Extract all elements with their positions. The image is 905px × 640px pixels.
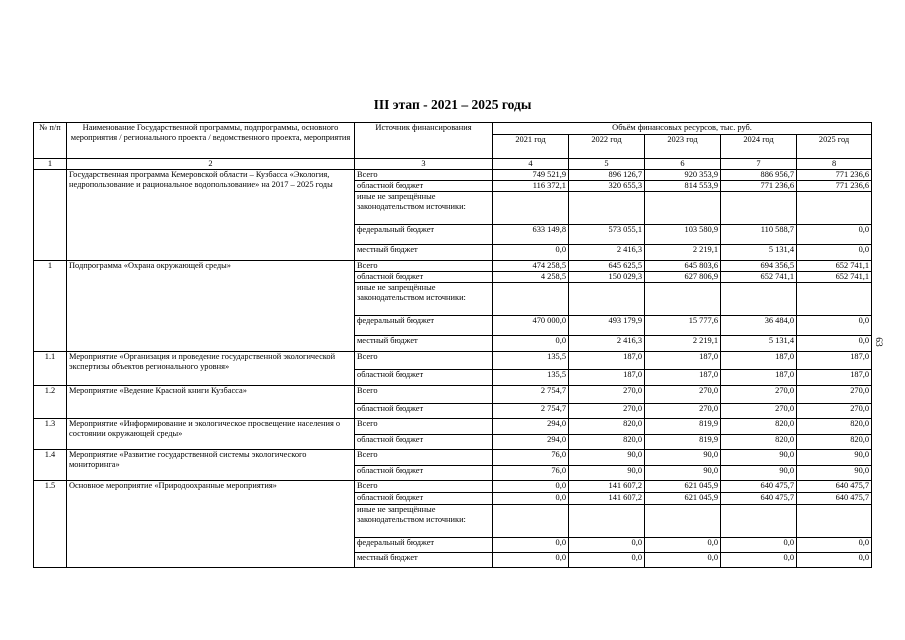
amount-cell: 771 236,6 — [797, 181, 872, 192]
header-year: 2021 год — [493, 135, 569, 159]
amount-cell — [493, 192, 569, 225]
amount-cell: 187,0 — [645, 352, 721, 370]
amount-cell: 493 179,9 — [569, 316, 645, 336]
amount-cell: 819,9 — [645, 419, 721, 435]
amount-cell: 2 416,3 — [569, 245, 645, 261]
amount-cell: 2 219,1 — [645, 245, 721, 261]
program-name: Основное мероприятие «Природоохранные мероприятия» — [67, 481, 355, 568]
amount-cell: 652 741,1 — [797, 272, 872, 283]
amount-cell: 90,0 — [569, 450, 645, 466]
amount-cell: 573 055,1 — [569, 225, 645, 245]
amount-cell: 819,9 — [645, 435, 721, 450]
amount-cell: 640 475,7 — [797, 481, 872, 493]
amount-cell: 187,0 — [569, 352, 645, 370]
amount-cell: 270,0 — [645, 386, 721, 404]
amount-cell — [721, 192, 797, 225]
amount-cell: 820,0 — [721, 435, 797, 450]
amount-cell: 920 353,9 — [645, 170, 721, 181]
funding-source: областной бюджет — [355, 435, 493, 450]
amount-cell: 627 806,9 — [645, 272, 721, 283]
amount-cell: 103 580,9 — [645, 225, 721, 245]
amount-cell — [797, 505, 872, 538]
table-body — [34, 170, 872, 568]
amount-cell — [645, 192, 721, 225]
amount-cell: 90,0 — [569, 466, 645, 481]
amount-cell: 470 000,0 — [493, 316, 569, 336]
amount-cell: 187,0 — [721, 352, 797, 370]
amount-cell: 0,0 — [797, 316, 872, 336]
funding-source: областной бюджет — [355, 370, 493, 386]
funding-source: местный бюджет — [355, 336, 493, 352]
amount-cell: 474 258,5 — [493, 261, 569, 272]
amount-cell: 0,0 — [569, 538, 645, 553]
funding-source: областной бюджет — [355, 466, 493, 481]
col-number: 1 — [34, 159, 67, 170]
amount-cell: 621 045,9 — [645, 481, 721, 493]
table-row — [34, 352, 872, 370]
amount-cell: 90,0 — [797, 450, 872, 466]
amount-cell: 814 553,9 — [645, 181, 721, 192]
amount-cell: 90,0 — [721, 450, 797, 466]
funding-source: иные не запрещённые законодательством источники: — [355, 505, 493, 538]
amount-cell — [569, 505, 645, 538]
amount-cell: 749 521,9 — [493, 170, 569, 181]
amount-cell: 36 484,0 — [721, 316, 797, 336]
col-number: 4 — [493, 159, 569, 170]
program-name: Мероприятие «Ведение Красной книги Кузбасса» — [67, 386, 355, 419]
amount-cell — [493, 505, 569, 538]
amount-cell: 652 741,1 — [797, 261, 872, 272]
table-row — [34, 170, 872, 181]
amount-cell: 694 356,5 — [721, 261, 797, 272]
amount-cell: 0,0 — [493, 245, 569, 261]
amount-cell: 820,0 — [569, 419, 645, 435]
amount-cell: 645 803,6 — [645, 261, 721, 272]
amount-cell: 652 741,1 — [721, 272, 797, 283]
funding-source: областной бюджет — [355, 181, 493, 192]
col-number: 8 — [797, 159, 872, 170]
amount-cell: 320 655,3 — [569, 181, 645, 192]
amount-cell: 141 607,2 — [569, 493, 645, 505]
header-source: Источник финансирования — [355, 123, 493, 159]
amount-cell: 896 126,7 — [569, 170, 645, 181]
amount-cell — [569, 283, 645, 316]
funding-source: местный бюджет — [355, 245, 493, 261]
funding-source: Всего — [355, 261, 493, 272]
header-volume: Объём финансовых ресурсов, тыс. руб. — [493, 123, 872, 135]
amount-cell — [721, 505, 797, 538]
amount-cell: 0,0 — [493, 481, 569, 493]
amount-cell: 187,0 — [797, 370, 872, 386]
amount-cell: 621 045,9 — [645, 493, 721, 505]
amount-cell: 76,0 — [493, 450, 569, 466]
col-number: 7 — [721, 159, 797, 170]
program-name: Мероприятие «Информирование и экологическое просвещение населения о состоянии окружающей среды» — [67, 419, 355, 450]
amount-cell: 270,0 — [797, 404, 872, 419]
amount-cell: 141 607,2 — [569, 481, 645, 493]
amount-cell: 886 956,7 — [721, 170, 797, 181]
amount-cell: 4 258,5 — [493, 272, 569, 283]
funding-source: областной бюджет — [355, 272, 493, 283]
amount-cell: 270,0 — [569, 404, 645, 419]
amount-cell — [645, 505, 721, 538]
amount-cell: 820,0 — [797, 419, 872, 435]
funding-source: местный бюджет — [355, 553, 493, 568]
amount-cell: 116 372,1 — [493, 181, 569, 192]
amount-cell: 15 777,6 — [645, 316, 721, 336]
amount-cell — [721, 283, 797, 316]
amount-cell: 640 475,7 — [797, 493, 872, 505]
program-name: Подпрограмма «Охрана окружающей среды» — [67, 261, 355, 352]
amount-cell: 0,0 — [645, 538, 721, 553]
amount-cell: 270,0 — [721, 386, 797, 404]
amount-cell: 90,0 — [645, 450, 721, 466]
amount-cell: 187,0 — [721, 370, 797, 386]
funding-source: областной бюджет — [355, 493, 493, 505]
amount-cell: 0,0 — [797, 245, 872, 261]
funding-source: Всего — [355, 386, 493, 404]
amount-cell: 90,0 — [645, 466, 721, 481]
amount-cell: 0,0 — [797, 225, 872, 245]
amount-cell: 0,0 — [569, 553, 645, 568]
funding-table — [33, 122, 872, 568]
amount-cell: 270,0 — [797, 386, 872, 404]
amount-cell: 820,0 — [721, 419, 797, 435]
row-number: 1.4 — [34, 450, 67, 481]
funding-source: федеральный бюджет — [355, 225, 493, 245]
amount-cell: 294,0 — [493, 419, 569, 435]
amount-cell: 0,0 — [645, 553, 721, 568]
amount-cell: 187,0 — [797, 352, 872, 370]
amount-cell: 187,0 — [569, 370, 645, 386]
header-num: № п/п — [34, 123, 67, 159]
amount-cell: 820,0 — [797, 435, 872, 450]
col-number: 5 — [569, 159, 645, 170]
amount-cell: 771 236,6 — [721, 181, 797, 192]
amount-cell: 135,5 — [493, 352, 569, 370]
funding-source: иные не запрещённые законодательством источники: — [355, 192, 493, 225]
row-number: 1.5 — [34, 481, 67, 568]
col-number: 6 — [645, 159, 721, 170]
program-name: Мероприятие «Развитие государственной системы экологического мониторинга» — [67, 450, 355, 481]
program-name: Мероприятие «Организация и проведение государственной экологической экспертизы объектов регионального уровня» — [67, 352, 355, 386]
table-row — [34, 481, 872, 493]
amount-cell: 2 754,7 — [493, 404, 569, 419]
row-number: 1.3 — [34, 419, 67, 450]
amount-cell: 640 475,7 — [721, 481, 797, 493]
amount-cell: 90,0 — [721, 466, 797, 481]
table-row — [34, 419, 872, 435]
amount-cell: 633 149,8 — [493, 225, 569, 245]
funding-source: федеральный бюджет — [355, 316, 493, 336]
amount-cell: 0,0 — [797, 336, 872, 352]
col-number: 3 — [355, 159, 493, 170]
amount-cell: 0,0 — [721, 553, 797, 568]
amount-cell: 5 131,4 — [721, 336, 797, 352]
header-year: 2025 год — [797, 135, 872, 159]
amount-cell: 135,5 — [493, 370, 569, 386]
amount-cell: 90,0 — [797, 466, 872, 481]
amount-cell: 0,0 — [493, 553, 569, 568]
funding-source: Всего — [355, 450, 493, 466]
amount-cell: 645 625,5 — [569, 261, 645, 272]
amount-cell: 0,0 — [721, 538, 797, 553]
row-number: 1 — [34, 261, 67, 352]
amount-cell — [569, 192, 645, 225]
amount-cell: 0,0 — [493, 493, 569, 505]
col-number: 2 — [67, 159, 355, 170]
table-row — [34, 261, 872, 272]
page-title: III этап - 2021 – 2025 годы — [373, 97, 532, 112]
header-name: Наименование Государственной программы, подпрограммы, основного мероприятия / регионального проекта / ведомственного проекта, мероприятия — [67, 123, 355, 159]
header-year: 2022 год — [569, 135, 645, 159]
amount-cell: 150 029,3 — [569, 272, 645, 283]
amount-cell: 771 236,6 — [797, 170, 872, 181]
amount-cell: 0,0 — [493, 538, 569, 553]
amount-cell: 2 416,3 — [569, 336, 645, 352]
amount-cell: 294,0 — [493, 435, 569, 450]
amount-cell: 5 131,4 — [721, 245, 797, 261]
amount-cell: 2 754,7 — [493, 386, 569, 404]
amount-cell: 0,0 — [797, 538, 872, 553]
funding-source: Всего — [355, 170, 493, 181]
amount-cell: 187,0 — [645, 370, 721, 386]
funding-source: иные не запрещённые законодательством источники: — [355, 283, 493, 316]
amount-cell: 270,0 — [569, 386, 645, 404]
table-row — [34, 450, 872, 466]
funding-source: федеральный бюджет — [355, 538, 493, 553]
amount-cell: 270,0 — [721, 404, 797, 419]
amount-cell: 640 475,7 — [721, 493, 797, 505]
amount-cell: 2 219,1 — [645, 336, 721, 352]
funding-source: областной бюджет — [355, 404, 493, 419]
funding-source: Всего — [355, 481, 493, 493]
row-number: 1.2 — [34, 386, 67, 419]
funding-source: Всего — [355, 419, 493, 435]
row-number: 1.1 — [34, 352, 67, 386]
amount-cell — [797, 192, 872, 225]
amount-cell — [493, 283, 569, 316]
header-year: 2023 год — [645, 135, 721, 159]
amount-cell: 0,0 — [493, 336, 569, 352]
table-row — [34, 386, 872, 404]
amount-cell — [797, 283, 872, 316]
row-number — [34, 170, 67, 261]
amount-cell — [645, 283, 721, 316]
page-number: 63 — [873, 337, 883, 347]
funding-source: Всего — [355, 352, 493, 370]
program-name: Государственная программа Кемеровской области – Кузбасса «Экология, недропользование и рациональное водопользование» на 2017 – 2025 годы — [67, 170, 355, 261]
amount-cell: 820,0 — [569, 435, 645, 450]
amount-cell: 76,0 — [493, 466, 569, 481]
amount-cell: 270,0 — [645, 404, 721, 419]
amount-cell: 110 588,7 — [721, 225, 797, 245]
header-year: 2024 год — [721, 135, 797, 159]
amount-cell: 0,0 — [797, 553, 872, 568]
